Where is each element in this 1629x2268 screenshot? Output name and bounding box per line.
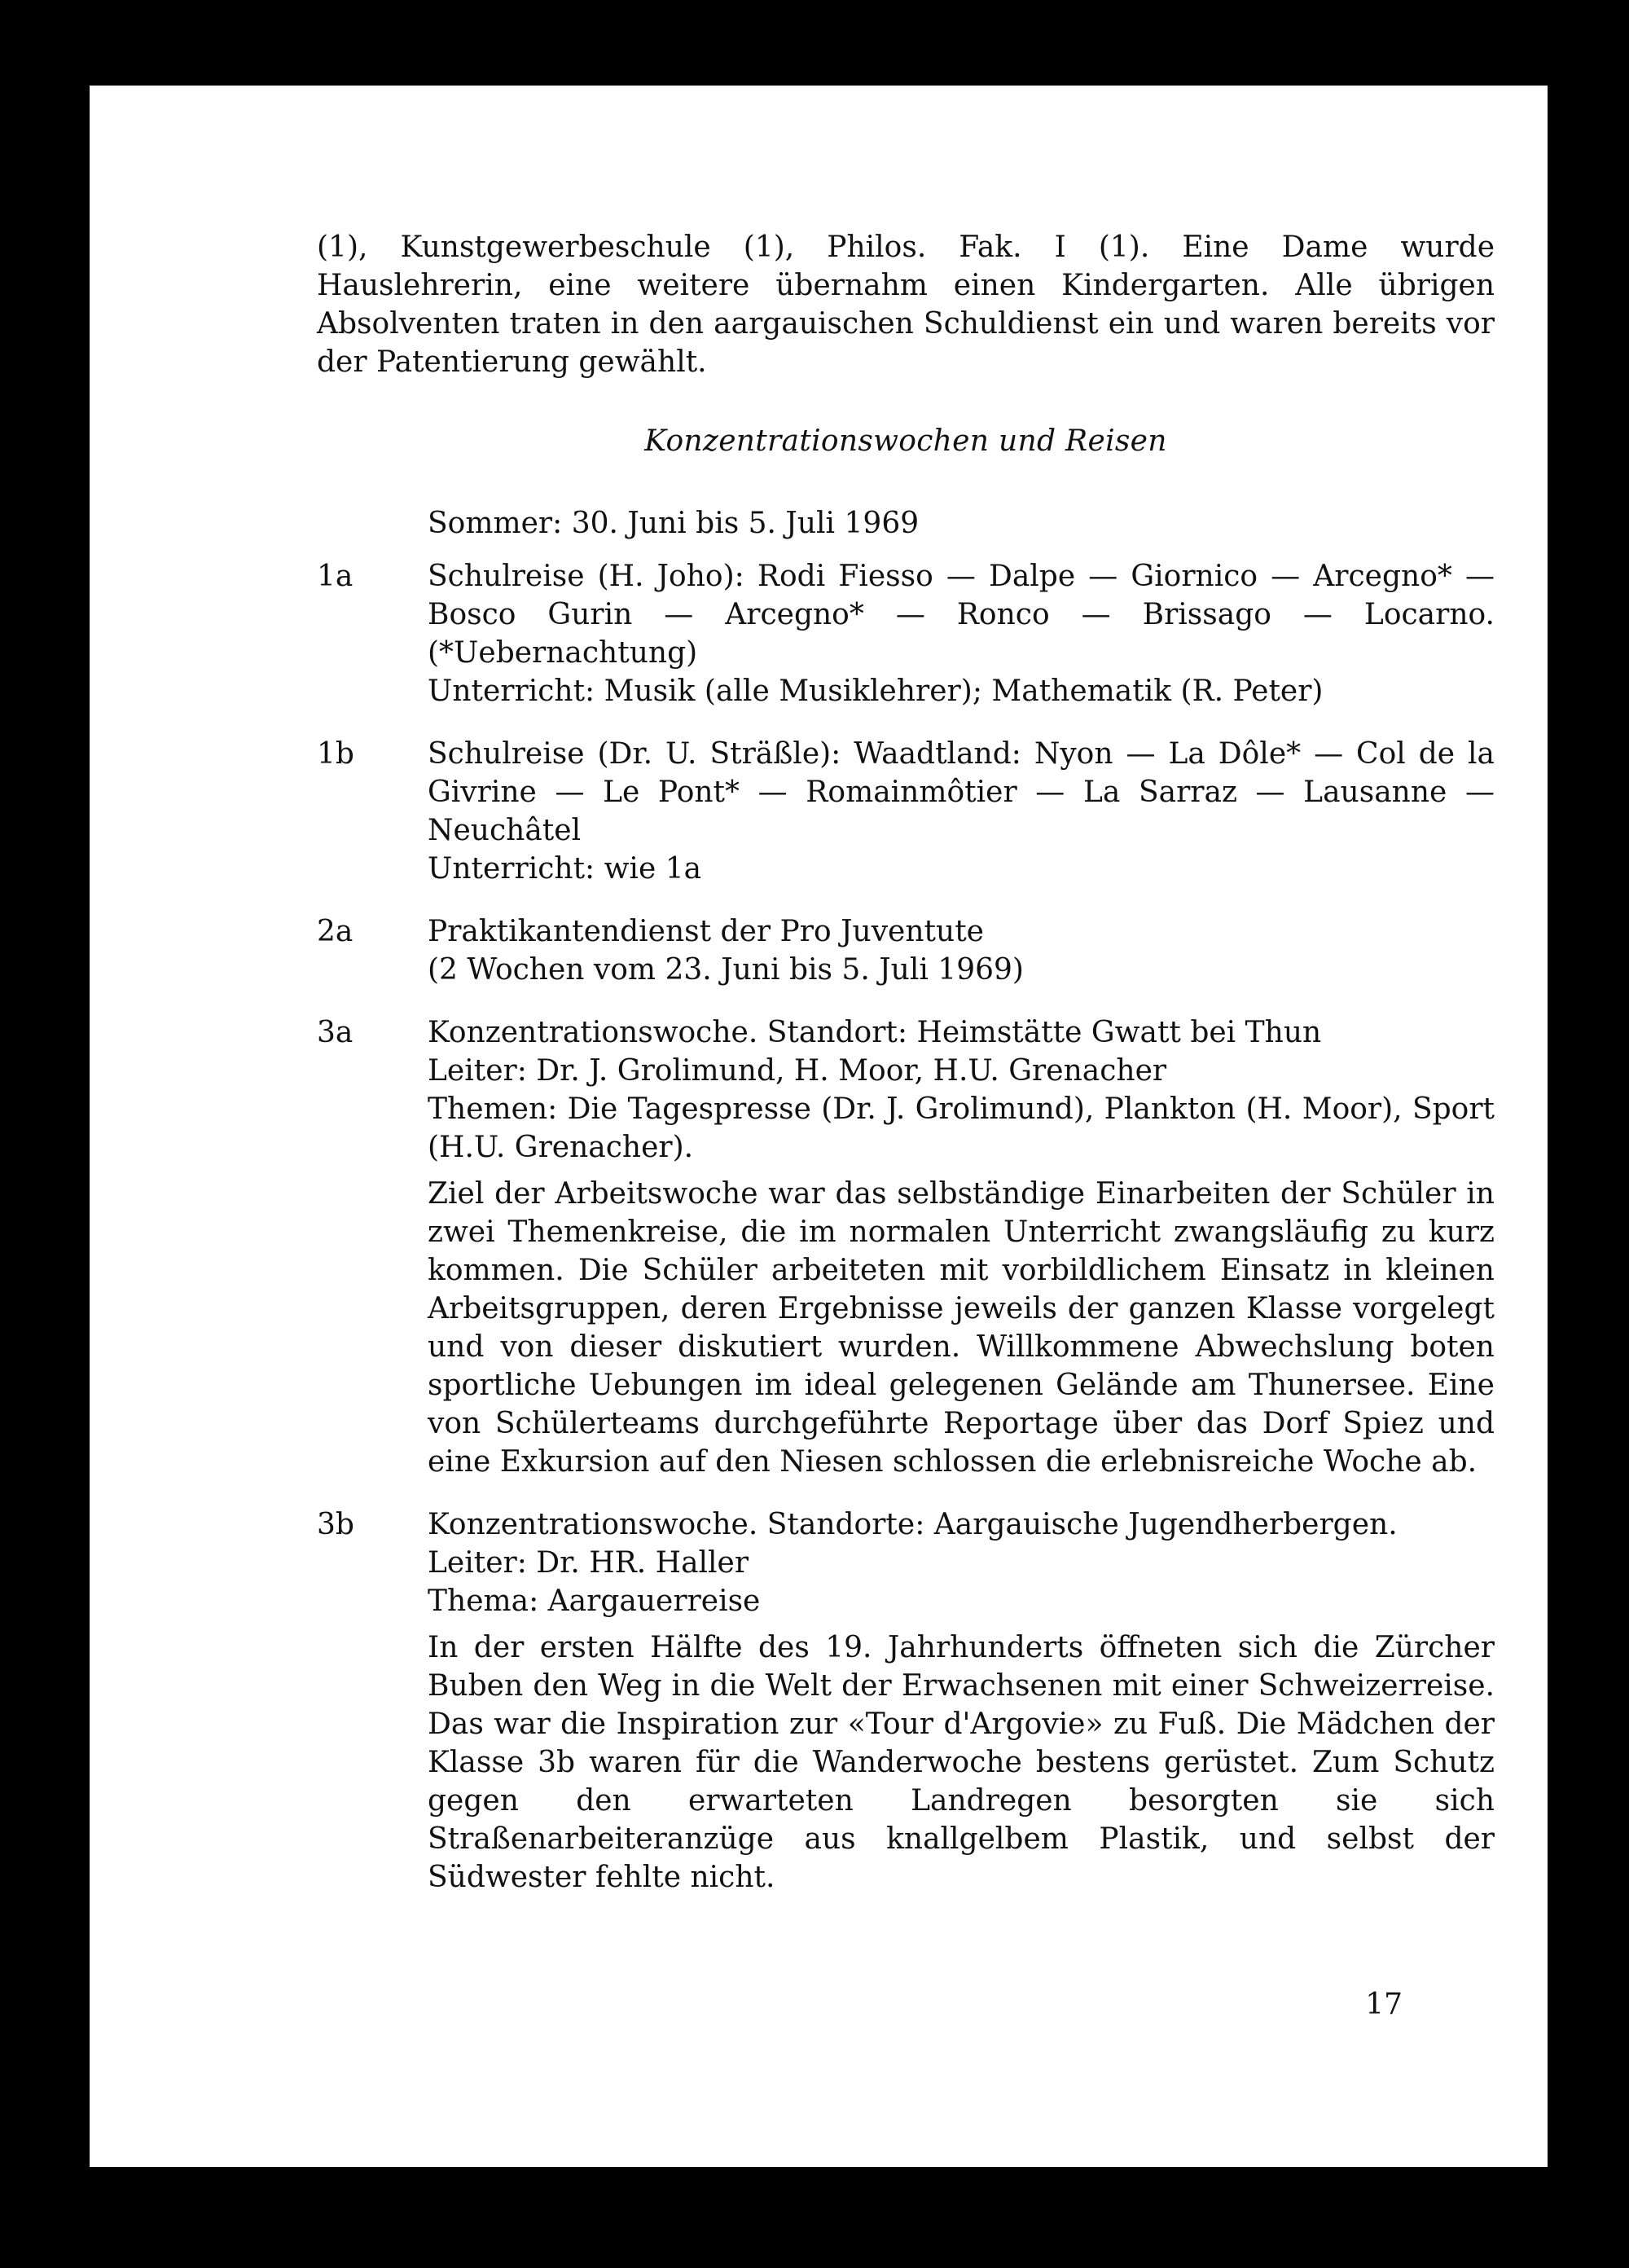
class-label: 1a (317, 560, 353, 593)
summer-dates: Sommer: 30. Juni bis 5. Juli 1969 (428, 507, 920, 540)
entry-body (428, 1505, 1495, 1897)
entry-line: Konzentrationswoche. Standort: Heimstätte Gwatt bei Thun (428, 1016, 1322, 1049)
entry-3a (317, 1013, 1495, 1481)
entry-body (428, 912, 1495, 989)
entry-line: Unterricht: Musik (alle Musiklehrer); Mathematik (R. Peter) (428, 675, 1324, 708)
entry-line: Thema: Aargauerreise (428, 1585, 761, 1618)
entry-1a (317, 557, 1495, 710)
class-label: 3b (317, 1508, 354, 1541)
entry-line: (2 Wochen vom 23. Juni bis 5. Juli 1969) (428, 953, 1024, 987)
entry-1b (317, 735, 1495, 888)
entry-line: Leiter: Dr. HR. Haller (428, 1546, 749, 1580)
entry-line: Konzentrationswoche. Standorte: Aargauische Jugendherbergen. (428, 1508, 1398, 1541)
document-page (90, 86, 1548, 2167)
entry-line: Schulreise (H. Joho): Rodi Fiesso — Dalpe — Giornico — Arcegno* — Bosco Gurin — Arcegno* — Ronco — Brissago — Locarno. (*Uebernachtung) (428, 560, 1495, 670)
class-label: 3a (317, 1016, 353, 1049)
entry-paragraph: Ziel der Arbeitswoche war das selbständige Einarbeiten der Schüler in zwei Themenkreise, die im normalen Unterricht zwangsläufig zu kurz kommen. Die Schüler arbeiteten mit vorbildlichem Einsatz in kleinen Arbeitsgruppen, deren Ergebnisse jeweils der ganzen Klasse vorgelegt und von dieser diskutiert wurden. Willkommene Abwechslung boten sportliche Uebungen im ideal gelegenen Gelände am Thunersee. Eine von Schülerteams durchgeführte Reportage über das Dorf Spiez und eine Exkursion auf den Niesen schlossen die erlebnisreiche Woche ab. (428, 1177, 1495, 1479)
page-number: 17 (1365, 1988, 1403, 2021)
entry-3b (317, 1505, 1495, 1897)
entry-2a (317, 912, 1495, 989)
entry-paragraph: In der ersten Hälfte des 19. Jahrhunderts öffneten sich die Zürcher Buben den Weg in die Welt der Erwachsenen mit einer Schweizerreise. Das war die Inspiration zur «Tour d'Argovie» zu Fuß. Die Mädchen der Klasse 3b waren für die Wanderwoche bestens gerüstet. Zum Schutz gegen den erwarteten Landregen besorgten sie sich Straßenarbeiteranzüge aus knallgelbem Plastik, und selbst der Südwester fehlte nicht. (428, 1631, 1495, 1894)
entry-line: Unterricht: wie 1a (428, 852, 702, 886)
class-label: 1b (317, 737, 354, 771)
page-content (317, 228, 1495, 1921)
entry-line: Leiter: Dr. J. Grolimund, H. Moor, H.U. Grenacher (428, 1054, 1167, 1088)
entry-body (428, 557, 1495, 710)
intro-paragraph: (1), Kunstgewerbeschule (1), Philos. Fak. I (1). Eine Dame wurde Hauslehrerin, eine weitere übernahm einen Kindergarten. Alle übrigen Absolventen traten in den aargauischen Schuldienst ein und waren bereits vor der Patentierung gewählt. (317, 231, 1495, 379)
entry-body (428, 1013, 1495, 1481)
entry-line: Praktikantendienst der Pro Juventute (428, 915, 984, 948)
entry-line: Schulreise (Dr. U. Sträßle): Waadtland: Nyon — La Dôle* — Col de la Givrine — Le Pont* — Romainmôtier — La Sarraz — Lausanne — Neuchâtel (428, 737, 1495, 847)
class-label: 2a (317, 915, 353, 948)
entry-body (428, 735, 1495, 888)
entry-line: Themen: Die Tagespresse (Dr. J. Grolimund), Plankton (H. Moor), Sport (H.U. Grenacher). (428, 1092, 1495, 1164)
section-heading: Konzentrationswochen und Reisen (644, 424, 1167, 458)
